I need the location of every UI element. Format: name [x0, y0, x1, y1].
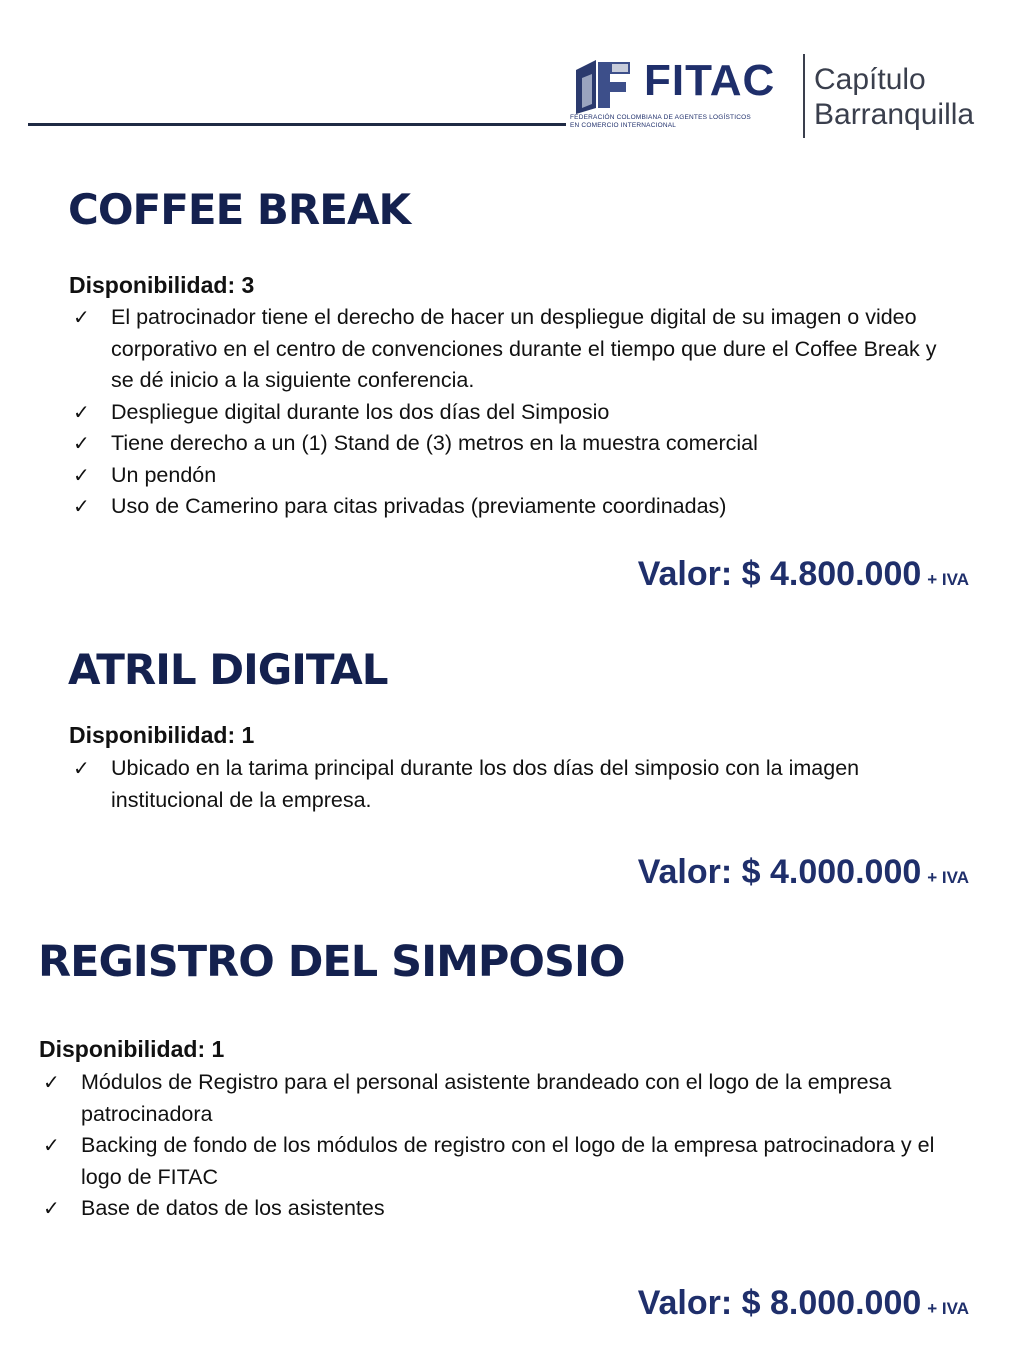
checkmark-icon: ✓ [73, 305, 90, 329]
list-item-text: Tiene derecho a un (1) Stand de (3) metros en la muestra comercial [111, 431, 758, 455]
checkmark-icon: ✓ [73, 399, 90, 424]
list-item-text: Módulos de Registro para el personal asistente brandeado con el logo de la empresa patrocinadora [81, 1070, 892, 1126]
list-item-text: Un pendón [111, 462, 217, 487]
list-item [69, 428, 959, 460]
section-title: REGISTRO DEL SIMPOSIO [38, 937, 625, 987]
header-rule [28, 123, 566, 126]
benefit-list [69, 753, 959, 816]
section-title: COFFEE BREAK [68, 185, 411, 234]
checkmark-icon: ✓ [43, 1133, 60, 1157]
logo-divider [803, 54, 805, 138]
chapter-line1: Capítulo [814, 63, 926, 96]
checkmark-icon: ✓ [43, 1196, 60, 1220]
checkmark-icon: ✓ [73, 462, 90, 487]
availability-text: Disponibilidad: 1 [39, 1036, 225, 1062]
price-suffix: + IVA [927, 570, 969, 589]
list-item [69, 753, 959, 816]
checkmark-icon: ✓ [73, 756, 90, 780]
list-item-text: El patrocinador tiene el derecho de hacer un despliegue digital de su imagen o video corporativo en el centro de convenciones durante el tiempo que dure el Coffee Break y se dé inicio a la siguiente conferencia. [111, 305, 937, 392]
logo-federation-line2: EN COMERCIO INTERNACIONAL [570, 122, 677, 129]
list-item [69, 397, 959, 429]
price-value: Valor: $ 4.000.000 [637, 853, 922, 891]
logo-federation-text [570, 114, 800, 130]
list-item-text: Despliegue digital durante los dos días del Simposio [111, 399, 610, 424]
list-item-text: Ubicado en la tarima principal durante los dos días del simposio con la imagen institucional de la empresa. [111, 756, 860, 812]
logo-wordmark: FITAC [644, 56, 776, 105]
list-item-text: Base de datos de los asistentes [81, 1196, 385, 1220]
list-item [39, 1193, 939, 1225]
price-label [638, 1284, 969, 1323]
price-suffix: + IVA [927, 1299, 969, 1318]
price-suffix: + IVA [927, 868, 969, 887]
price-label [638, 853, 969, 892]
list-item [39, 1067, 939, 1130]
list-item [69, 460, 959, 492]
availability-text: Disponibilidad: 1 [69, 722, 255, 748]
chapter-label [814, 62, 974, 132]
checkmark-icon: ✓ [73, 431, 90, 455]
price-label [638, 555, 969, 594]
fitac-logo-mark-icon [568, 56, 634, 116]
section-title: ATRIL DIGITAL [68, 645, 388, 694]
list-item [69, 302, 959, 397]
availability-text: Disponibilidad: 3 [69, 272, 255, 298]
benefit-list [39, 1067, 939, 1225]
checkmark-icon: ✓ [43, 1070, 60, 1094]
chapter-line2: Barranquilla [814, 98, 975, 131]
benefit-list [69, 302, 959, 523]
list-item-text: Uso de Camerino para citas privadas (previamente coordinadas) [111, 494, 727, 518]
price-value: Valor: $ 4.800.000 [637, 555, 922, 593]
price-value: Valor: $ 8.000.000 [637, 1284, 922, 1322]
logo-federation-line1: FEDERACIÓN COLOMBIANA DE AGENTES LOGÍSTICOS [570, 114, 751, 121]
list-item [39, 1130, 939, 1193]
list-item-text: Backing de fondo de los módulos de registro con el logo de la empresa patrocinadora y el logo de FITAC [81, 1133, 935, 1189]
fitac-logo [566, 52, 996, 142]
checkmark-icon: ✓ [73, 494, 90, 518]
list-item [69, 491, 959, 523]
